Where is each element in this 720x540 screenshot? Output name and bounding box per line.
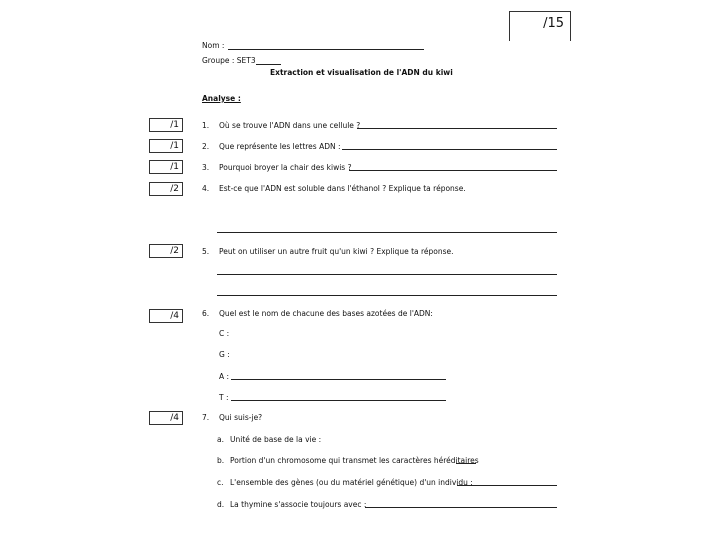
question-1-text: Où se trouve l'ADN dans une cellule ? [219, 121, 361, 130]
answer-line-who-b[interactable] [456, 463, 476, 464]
score-box-q4 [149, 182, 183, 196]
base-g-label: G : [219, 350, 230, 359]
score-box-q1 [149, 118, 183, 132]
answer-line-q4[interactable] [217, 232, 557, 233]
question-6-num: 6. [202, 309, 210, 318]
group-line [256, 64, 281, 65]
base-t-label: T : [219, 393, 229, 402]
answer-line-q3[interactable] [349, 170, 557, 171]
name-line [228, 49, 424, 50]
name-label: Nom : [202, 41, 225, 50]
total-score: /15 [543, 16, 564, 31]
who-b-letter: b. [217, 456, 225, 465]
answer-line-q2[interactable] [342, 149, 557, 150]
who-c-letter: c. [217, 478, 224, 487]
question-1-num: 1. [202, 121, 210, 130]
who-a-letter: a. [217, 435, 224, 444]
who-c-text: L'ensemble des gènes (ou du matériel génétique) d'un individu : [230, 478, 473, 487]
question-3-text: Pourquoi broyer la chair des kiwis ? [219, 163, 352, 172]
base-a-label: A : [219, 372, 230, 381]
who-a-text: Unité de base de la vie : [230, 435, 322, 444]
section-title: Analyse : [202, 94, 241, 103]
score-box-q7 [149, 411, 183, 425]
score-q1: /1 [170, 120, 179, 130]
answer-line-q5b[interactable] [217, 295, 557, 296]
question-4-text: Est-ce que l'ADN est soluble dans l'éthanol ? Explique ta réponse. [219, 184, 466, 193]
answer-line-base-a[interactable] [231, 379, 446, 380]
answer-line-who-d[interactable] [365, 507, 557, 508]
answer-line-q5a[interactable] [217, 274, 557, 275]
score-box-q5 [149, 244, 183, 258]
who-b-text: Portion d'un chromosome qui transmet les caractères héréditaires [230, 456, 479, 465]
question-6-text: Quel est le nom de chacune des bases azotées de l'ADN: [219, 309, 433, 318]
score-box-q3 [149, 160, 183, 174]
question-5-text: Peut on utiliser un autre fruit qu'un kiwi ? Explique ta réponse. [219, 247, 454, 256]
who-d-letter: d. [217, 500, 225, 509]
group-label: Groupe : SET3 [202, 56, 256, 65]
question-4-num: 4. [202, 184, 210, 193]
answer-line-q1[interactable] [357, 128, 557, 129]
score-q2: /1 [170, 141, 179, 151]
question-2-num: 2. [202, 142, 210, 151]
who-d-text: La thymine s'associe toujours avec : [230, 500, 367, 509]
total-score-box [509, 11, 571, 41]
answer-line-base-t[interactable] [231, 400, 446, 401]
question-7-num: 7. [202, 413, 210, 422]
score-q5: /2 [170, 246, 179, 256]
score-q6: /4 [170, 311, 179, 321]
question-2-text: Que représente les lettres ADN : [219, 142, 341, 151]
score-q7: /4 [170, 413, 179, 423]
score-q3: /1 [170, 162, 179, 172]
page-title: Extraction et visualisation de l'ADN du kiwi [270, 68, 453, 77]
score-box-q2 [149, 139, 183, 153]
question-5-num: 5. [202, 247, 210, 256]
question-3-num: 3. [202, 163, 210, 172]
score-q4: /2 [170, 184, 179, 194]
answer-line-who-c[interactable] [457, 485, 557, 486]
score-box-q6 [149, 309, 183, 323]
question-7-text: Qui suis-je? [219, 413, 263, 422]
base-c-label: C : [219, 329, 230, 338]
